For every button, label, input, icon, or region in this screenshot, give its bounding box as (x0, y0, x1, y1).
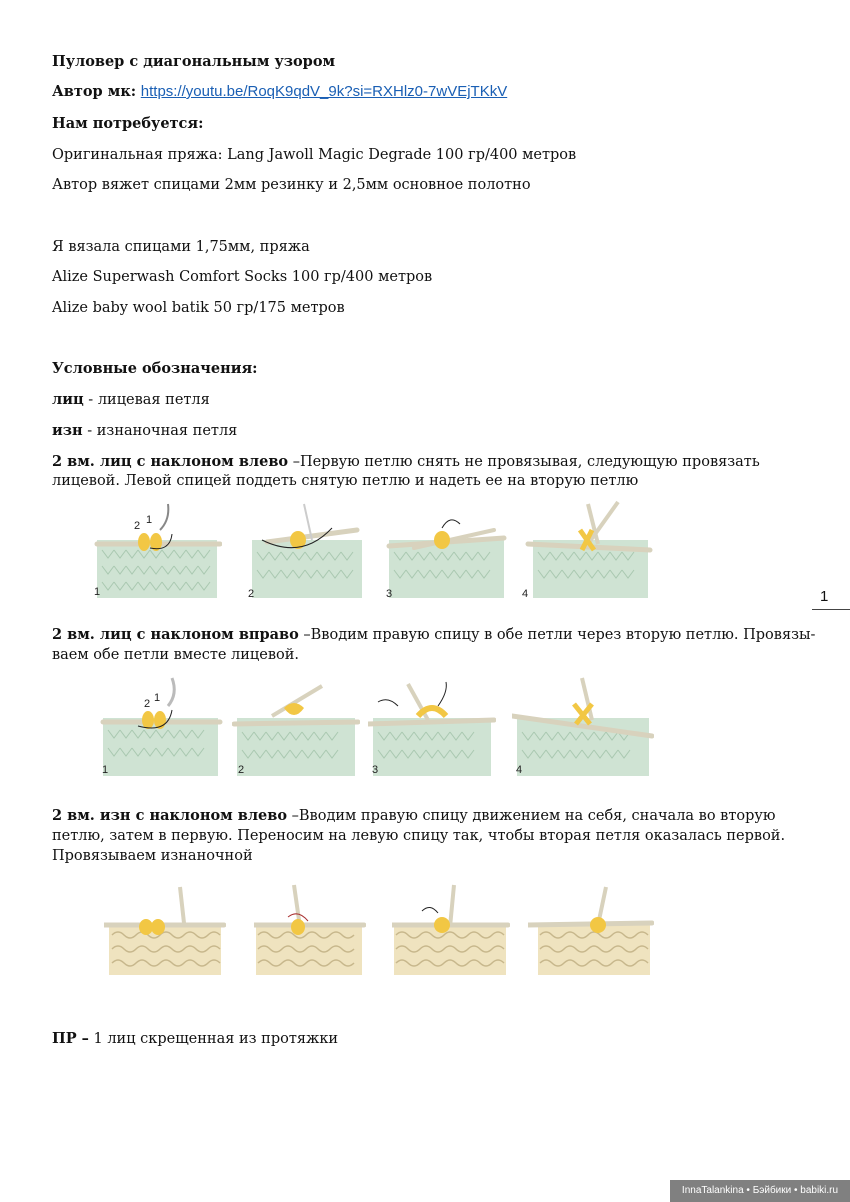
knit-fabric-illustration (98, 676, 223, 779)
step-number: 3 (386, 588, 393, 600)
legend-purl (52, 421, 237, 441)
step-number: 4 (516, 764, 523, 776)
arrow-label: 2 (134, 520, 141, 532)
purl-fabric-illustration (528, 883, 654, 983)
k2tog-right-step-2 (232, 676, 360, 779)
page-number-rule (812, 609, 850, 610)
legend-knit (52, 390, 210, 410)
p2tog-left-step-4 (528, 883, 654, 983)
step-number: 1 (102, 764, 109, 776)
k2tog-right-line1 (52, 625, 815, 645)
pr-line (52, 1029, 338, 1049)
purl-fabric-illustration (104, 883, 226, 983)
arrow-label: 1 (154, 692, 161, 704)
page-number: 1 (820, 588, 829, 605)
k2tog-left-desc1: –Первую петлю снять не провязывая, следующую провязать (288, 454, 760, 470)
p2tog-left-step-2 (254, 883, 366, 983)
yarn-2: Alize baby wool batik 50 гр/175 метров (52, 300, 345, 316)
k2tog-left-step-2 (242, 500, 372, 600)
author-label: Автор мк: (52, 83, 137, 100)
k2tog-left-step-1 (92, 500, 222, 600)
watermark: InnaTalankina • Бэйбики • babiki.ru (670, 1180, 850, 1202)
pr-desc: 1 лиц скрещенная из протяжки (88, 1031, 339, 1047)
knit-fabric-illustration (384, 500, 514, 600)
step-number: 3 (372, 764, 379, 776)
k2tog-left-step-4 (518, 500, 653, 600)
k2tog-left-term: 2 вм. лиц с наклоном влево (52, 453, 289, 470)
p2tog-left-line2: петлю, затем в первую. Переносим на левую спицу так, чтобы вторая петля оказалась первой. (52, 828, 786, 844)
k2tog-right-step-1 (98, 676, 223, 779)
purl-fabric-illustration (392, 883, 510, 983)
knit-fabric-illustration (518, 500, 653, 600)
legend-purl-term: изн (52, 422, 83, 439)
knit-fabric-illustration (232, 676, 360, 779)
p2tog-left-illustrations (0, 883, 850, 983)
k2tog-right-step-4 (512, 676, 654, 779)
knit-fabric-illustration (368, 676, 496, 779)
yarn-1: Alize Superwash Comfort Socks 100 гр/400 метров (52, 269, 433, 285)
my-needles: Я вязала спицами 1,75мм, пряжа (52, 239, 310, 255)
document-title: Пуловер с диагональным узором (52, 53, 336, 70)
legend-knit-term: лиц (52, 391, 84, 408)
p2tog-left-line1 (52, 806, 776, 826)
p2tog-left-line3: Провязываем изнаночной (52, 848, 253, 864)
k2tog-right-term: 2 вм. лиц с наклоном вправо (52, 626, 299, 643)
k2tog-right-step-3 (368, 676, 496, 779)
original-yarn: Оригинальная пряжа: Lang Jawoll Magic Degrade 100 гр/400 метров (52, 147, 577, 163)
knit-fabric-illustration (242, 500, 372, 600)
materials-heading: Нам потребуется: (52, 115, 204, 132)
step-number: 1 (94, 586, 101, 598)
author-video-link[interactable]: https://youtu.be/RoqK9qdV_9k?si=RXHlz0-7wVEjTKkV (140, 83, 508, 100)
p2tog-left-step-3 (392, 883, 510, 983)
k2tog-left-line2: лицевой. Левой спицей поддеть снятую петлю и надеть ее на вторую петлю (52, 473, 639, 489)
legend-knit-desc: - лицевая петля (83, 392, 210, 408)
p2tog-left-term: 2 вм. изн с наклоном влево (52, 807, 288, 824)
knit-fabric-illustration (512, 676, 654, 779)
step-number: 4 (522, 588, 529, 600)
legend-heading: Условные обозначения: (52, 360, 258, 377)
pr-term: ПР – (52, 1030, 89, 1047)
k2tog-left-line1 (52, 452, 760, 472)
legend-purl-desc: - изнаночная петля (82, 423, 238, 439)
k2tog-left-step-3 (384, 500, 514, 600)
step-number: 2 (238, 764, 245, 776)
k2tog-right-desc1: –Вводим правую спицу в обе петли через вторую петлю. Провязы- (298, 627, 816, 643)
arrow-label: 1 (146, 514, 153, 526)
purl-fabric-illustration (254, 883, 366, 983)
k2tog-right-illustrations (0, 676, 850, 781)
arrow-label: 2 (144, 698, 151, 710)
p2tog-left-step-1 (104, 883, 226, 983)
step-number: 2 (248, 588, 255, 600)
author-needles: Автор вяжет спицами 2мм резинку и 2,5мм основное полотно (52, 177, 531, 193)
p2tog-left-desc1: –Вводим правую спицу движением на себя, сначала во вторую (287, 808, 776, 824)
k2tog-left-illustrations (0, 500, 850, 605)
author-line (52, 82, 507, 102)
knit-fabric-illustration (92, 500, 222, 600)
k2tog-right-line2: ваем обе петли вместе лицевой. (52, 647, 299, 663)
